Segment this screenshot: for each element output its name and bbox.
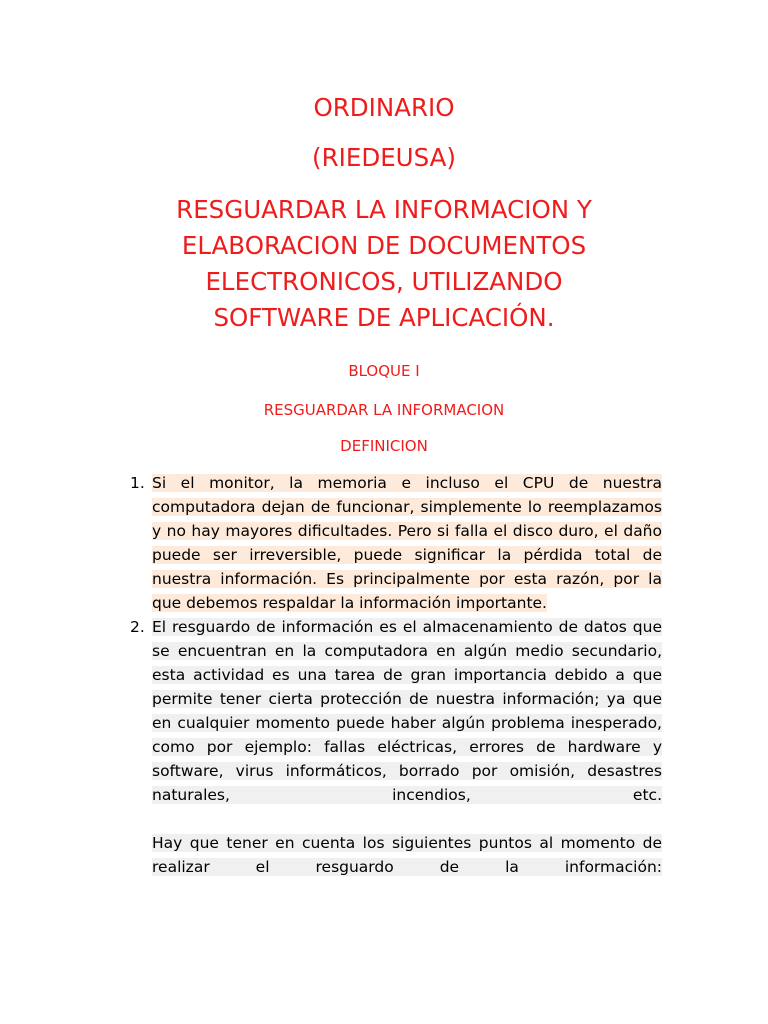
title-line-3: ELECTRONICOS, UTILIZANDO [205,267,563,296]
list-item-paragraph [152,471,662,615]
list-item-text: Si el monitor, la memoria e incluso el CPU de nuestra computadora dejan de funcionar, simplemente lo reemplazamos y no hay mayores dificultades. Pero si falla el disco duro, el daño puede ser irreversible, puede significar la pérdida total de nuestra información. Es principalmente por esta razón, por la que debemos respaldar la información importante. [152,474,662,612]
list-item-paragraph [152,615,662,807]
list-item-number: 2. [130,618,145,636]
heading-ordinario: ORDINARIO [313,93,455,122]
paragraph-gap [152,807,662,831]
definicion-heading: DEFINICION [340,437,428,455]
list-item-paragraph-2 [152,831,662,879]
bloque-heading: BLOQUE I [348,362,420,380]
section-heading: RESGUARDAR LA INFORMACION [263,401,505,419]
definition-list [118,471,662,879]
heading-riedeusa: (RIEDEUSA) [312,143,456,172]
list-item [118,615,662,879]
list-item [118,471,662,615]
list-item-number: 1. [130,474,145,492]
title-line-1: RESGUARDAR LA INFORMACION Y [176,195,592,224]
list-item-text: El resguardo de información es el almacenamiento de datos que se encuentran en la computadora en algún medio secundario, esta actividad es una tarea de gran importancia debido a que permite tener cierta protección de nuestra información; ya que en cualquier momento puede haber algún problema inesperado, como por ejemplo: fallas eléctricas, errores de hardware y software, virus informáticos, borrado por omisión, desastres naturales, incendios, etc. [152,618,662,804]
list-item-text-2: Hay que tener en cuenta los siguientes puntos al momento de realizar el resguardo de la información: [152,834,662,876]
title-line-2: ELABORACION DE DOCUMENTOS [181,231,587,260]
title-line-4: SOFTWARE DE APLICACIÓN. [213,303,555,332]
